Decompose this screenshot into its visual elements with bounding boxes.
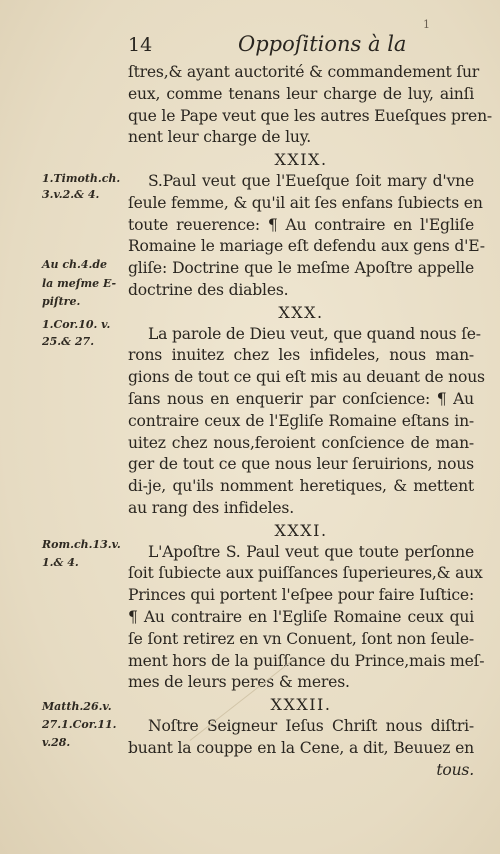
page-number: 14: [128, 34, 153, 56]
margin-note: 3.v.2.& 4.: [42, 188, 100, 201]
text-line: ſeule femme, & qu'il ait ſes enfans ſubiects en: [128, 193, 483, 212]
section-heading: XXXII.: [270, 695, 332, 715]
body-text: [128, 62, 492, 781]
text-line: mes de leurs peres & meres.: [128, 673, 350, 692]
text-line: Noſtre Seigneur Ieſus Chriſt nous diſtri-: [148, 716, 474, 735]
text-line: ſoit ſubiecte aux puiſſances ſuperieures,& aux: [128, 564, 483, 583]
text-line: buant la couppe en la Cene, a dit, Beuuez en: [128, 738, 474, 757]
text-line: ¶ Au contraire en l'Egliſe Romaine ceux qui: [128, 607, 474, 626]
text-line: ger de tout ce que nous leur ſeruirions, nous: [128, 455, 474, 474]
text-line: di-je, qu'ils nomment heretiques, & mettent: [128, 477, 474, 496]
margin-note: 1.Cor.10. v.: [42, 318, 111, 331]
text-line: ſe ſont retirez en vn Conuent, ſont non ſeule-: [128, 629, 474, 648]
corner-mark: 1: [423, 18, 430, 31]
text-line: Princes qui portent l'eſpee pour faire Iuſtice:: [128, 586, 474, 605]
section-heading: XXX.: [278, 302, 324, 322]
margin-note: piſtre.: [42, 295, 81, 308]
text-line: La parole de Dieu veut, que quand nous ſe-: [148, 324, 481, 343]
text-line: au rang des infideles.: [128, 498, 294, 517]
text-line: L'Apoſtre S. Paul veut que toute perſonne: [148, 542, 474, 561]
margin-note: 1.& 4.: [42, 556, 79, 569]
text-line: doctrine des diables.: [128, 280, 289, 299]
text-line: ſtres,& ayant auctorité & commandement ſur: [128, 63, 480, 81]
text-line: S.Paul veut que l'Eueſque ſoit mary d'vne: [148, 171, 474, 190]
catchword: tous.: [436, 760, 474, 779]
section-heading: XXIX.: [274, 150, 328, 170]
margin-note: 1.Timoth.ch.: [42, 172, 121, 185]
margin-note: 27.1.Cor.11.: [42, 718, 117, 731]
margin-note: Au ch.4.de: [42, 258, 108, 271]
margin-note: v.28.: [42, 736, 71, 749]
text-line: gliſe: Doctrine que le meſme Apoſtre appelle: [128, 259, 474, 278]
text-line: rons inuitez chez les infideles, nous man-: [128, 346, 474, 365]
text-line: eux, comme tenans leur charge de luy, ainſi: [128, 84, 474, 103]
text-line: toute reuerence: ¶ Au contraire en l'Egliſe: [128, 215, 474, 234]
margin-notes: [0, 0, 128, 854]
text-line: ment hors de la puiſſance du Prince,mais meſ-: [128, 651, 485, 670]
text-line: contraire ceux de l'Egliſe Romaine eſtans in-: [128, 411, 474, 430]
running-title: Oppoſitions à la: [238, 32, 407, 56]
text-line: nent leur charge de luy.: [128, 128, 311, 147]
margin-note: la meſme E-: [42, 277, 117, 290]
text-line: Romaine le mariage eſt defendu aux gens d'E-: [128, 237, 485, 256]
margin-note: 25.& 27.: [42, 335, 95, 348]
text-line: ſans nous en enquerir par conſcience: ¶ Au: [128, 389, 474, 408]
text-line: que le Pape veut que les autres Eueſques pren-: [128, 106, 492, 125]
text-line: gions de tout ce qui eſt mis au deuant de nous: [128, 368, 485, 387]
page-header: [128, 32, 428, 60]
margin-note: Matth.26.v.: [42, 700, 112, 713]
margin-note: Rom.ch.13.v.: [42, 538, 121, 551]
section-heading: XXXI.: [274, 520, 328, 540]
text-line: uitez chez nous,feroient conſcience de man-: [128, 433, 474, 452]
